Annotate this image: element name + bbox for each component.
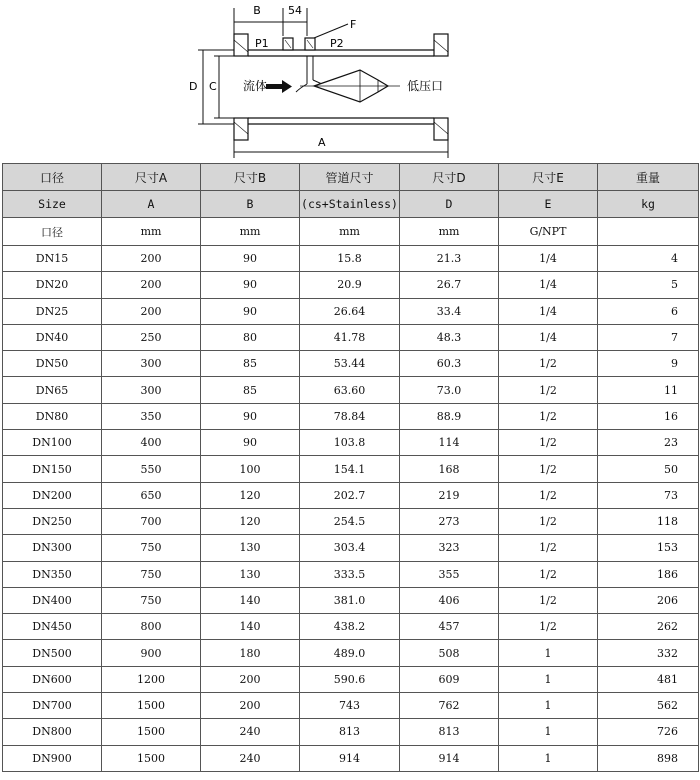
table-cell: 650 bbox=[102, 482, 201, 508]
table-cell: DN25 bbox=[3, 298, 102, 324]
table-row bbox=[3, 587, 699, 613]
table-cell: 481 bbox=[598, 666, 699, 692]
table-cell: 508 bbox=[400, 640, 499, 666]
table-cell: 9 bbox=[598, 351, 699, 377]
table-row bbox=[3, 377, 699, 403]
table-cell: 85 bbox=[201, 377, 300, 403]
table-cell: DN450 bbox=[3, 614, 102, 640]
table-cell: 914 bbox=[400, 745, 499, 771]
table-cell: DN65 bbox=[3, 377, 102, 403]
table-cell: 300 bbox=[102, 377, 201, 403]
label-a: A bbox=[318, 136, 326, 149]
table-cell: 900 bbox=[102, 640, 201, 666]
table-cell: 1 bbox=[499, 640, 598, 666]
table-cell: 250 bbox=[102, 324, 201, 350]
label-low-port: 低压口 bbox=[407, 79, 444, 93]
table-row bbox=[3, 693, 699, 719]
table-cell: 63.60 bbox=[300, 377, 400, 403]
table-cell: 1/4 bbox=[499, 246, 598, 272]
table-cell: DN500 bbox=[3, 640, 102, 666]
table-cell: 406 bbox=[400, 587, 499, 613]
table-cell: 200 bbox=[201, 666, 300, 692]
table-cell: 180 bbox=[201, 640, 300, 666]
header-row-en bbox=[3, 191, 699, 218]
table-cell: 700 bbox=[102, 508, 201, 534]
table-cell: 750 bbox=[102, 561, 201, 587]
header-cell: 重量 bbox=[598, 164, 699, 191]
header-cell: A bbox=[102, 191, 201, 218]
table-cell: DN250 bbox=[3, 508, 102, 534]
unit-cell: mm bbox=[300, 218, 400, 246]
table-cell: 219 bbox=[400, 482, 499, 508]
label-p2: P2 bbox=[330, 37, 344, 50]
table-cell: 1500 bbox=[102, 745, 201, 771]
table-cell: 273 bbox=[400, 508, 499, 534]
table-cell: 20.9 bbox=[300, 272, 400, 298]
unit-cell: mm bbox=[102, 218, 201, 246]
table-cell: 1 bbox=[499, 745, 598, 771]
table-cell: 550 bbox=[102, 456, 201, 482]
table-cell: DN150 bbox=[3, 456, 102, 482]
table-cell: 88.9 bbox=[400, 403, 499, 429]
table-cell: 1/2 bbox=[499, 351, 598, 377]
table-cell: 1/2 bbox=[499, 377, 598, 403]
table-cell: 11 bbox=[598, 377, 699, 403]
table-cell: DN50 bbox=[3, 351, 102, 377]
table-row bbox=[3, 561, 699, 587]
unit-cell: G/NPT bbox=[499, 218, 598, 246]
table-cell: DN80 bbox=[3, 403, 102, 429]
header-cell: 尺寸D bbox=[400, 164, 499, 191]
table-cell: 914 bbox=[300, 745, 400, 771]
table-row bbox=[3, 535, 699, 561]
table-row bbox=[3, 640, 699, 666]
table-cell: 4 bbox=[598, 246, 699, 272]
header-cell: 尺寸A bbox=[102, 164, 201, 191]
table-cell: 90 bbox=[201, 246, 300, 272]
table-cell: 1/2 bbox=[499, 508, 598, 534]
table-cell: 5 bbox=[598, 272, 699, 298]
label-d: D bbox=[189, 80, 198, 93]
table-cell: 609 bbox=[400, 666, 499, 692]
table-cell: 800 bbox=[102, 614, 201, 640]
table-row bbox=[3, 614, 699, 640]
table-cell: 590.6 bbox=[300, 666, 400, 692]
table-cell: 240 bbox=[201, 719, 300, 745]
table-cell: DN600 bbox=[3, 666, 102, 692]
table-cell: 489.0 bbox=[300, 640, 400, 666]
table-cell: 73 bbox=[598, 482, 699, 508]
table-cell: DN20 bbox=[3, 272, 102, 298]
table-cell: 350 bbox=[102, 403, 201, 429]
table-cell: 153 bbox=[598, 535, 699, 561]
table-cell: 1/2 bbox=[499, 430, 598, 456]
table-cell: 332 bbox=[598, 640, 699, 666]
table-cell: DN700 bbox=[3, 693, 102, 719]
table-cell: 323 bbox=[400, 535, 499, 561]
table-cell: 90 bbox=[201, 298, 300, 324]
table-cell: 85 bbox=[201, 351, 300, 377]
header-cell: B bbox=[201, 191, 300, 218]
table-cell: 1/4 bbox=[499, 298, 598, 324]
table-cell: 118 bbox=[598, 508, 699, 534]
unit-cell: mm bbox=[201, 218, 300, 246]
table-cell: 200 bbox=[102, 272, 201, 298]
header-cell: D bbox=[400, 191, 499, 218]
table-cell: DN40 bbox=[3, 324, 102, 350]
table-cell: 53.44 bbox=[300, 351, 400, 377]
table-cell: 262 bbox=[598, 614, 699, 640]
table-cell: 120 bbox=[201, 482, 300, 508]
unit-cell: mm bbox=[400, 218, 499, 246]
table-cell: 750 bbox=[102, 535, 201, 561]
table-cell: 438.2 bbox=[300, 614, 400, 640]
table-cell: 41.78 bbox=[300, 324, 400, 350]
table-cell: 1/2 bbox=[499, 587, 598, 613]
unit-cell: 口径 bbox=[3, 218, 102, 246]
table-cell: 15.8 bbox=[300, 246, 400, 272]
table-cell: 130 bbox=[201, 561, 300, 587]
table-row bbox=[3, 403, 699, 429]
table-cell: 48.3 bbox=[400, 324, 499, 350]
table-cell: 1/2 bbox=[499, 535, 598, 561]
table-cell: 762 bbox=[400, 693, 499, 719]
table-cell: 73.0 bbox=[400, 377, 499, 403]
label-p1: P1 bbox=[255, 37, 269, 50]
table-cell: DN800 bbox=[3, 719, 102, 745]
table-cell: 1200 bbox=[102, 666, 201, 692]
dimension-d-c bbox=[198, 50, 248, 124]
header-cell: (cs+Stainless) bbox=[300, 191, 400, 218]
table-cell: 303.4 bbox=[300, 535, 400, 561]
label-b: B bbox=[253, 4, 261, 17]
flow-arrow-icon bbox=[266, 80, 292, 93]
table-row bbox=[3, 456, 699, 482]
table-cell: 898 bbox=[598, 745, 699, 771]
table-cell: 33.4 bbox=[400, 298, 499, 324]
table-cell: 381.0 bbox=[300, 587, 400, 613]
table-cell: DN900 bbox=[3, 745, 102, 771]
table-row bbox=[3, 666, 699, 692]
table-row bbox=[3, 351, 699, 377]
header-cell: kg bbox=[598, 191, 699, 218]
table-cell: 726 bbox=[598, 719, 699, 745]
table-cell: 114 bbox=[400, 430, 499, 456]
table-cell: 400 bbox=[102, 430, 201, 456]
table-cell: 26.7 bbox=[400, 272, 499, 298]
table-cell: 200 bbox=[102, 298, 201, 324]
table-cell: DN300 bbox=[3, 535, 102, 561]
table-cell: DN400 bbox=[3, 587, 102, 613]
header-cell: 管道尺寸 bbox=[300, 164, 400, 191]
table-cell: 120 bbox=[201, 508, 300, 534]
table-cell: 90 bbox=[201, 430, 300, 456]
table-cell: 743 bbox=[300, 693, 400, 719]
table-row bbox=[3, 745, 699, 771]
dimension-a bbox=[234, 140, 448, 158]
table-cell: 7 bbox=[598, 324, 699, 350]
spec-table bbox=[2, 163, 699, 772]
table-cell: 200 bbox=[201, 693, 300, 719]
table-row bbox=[3, 272, 699, 298]
table-cell: 1/2 bbox=[499, 403, 598, 429]
table-cell: DN200 bbox=[3, 482, 102, 508]
table-cell: 21.3 bbox=[400, 246, 499, 272]
table-cell: 140 bbox=[201, 614, 300, 640]
header-cell: 口径 bbox=[3, 164, 102, 191]
table-cell: 16 bbox=[598, 403, 699, 429]
table-cell: 23 bbox=[598, 430, 699, 456]
table-row bbox=[3, 430, 699, 456]
table-row bbox=[3, 324, 699, 350]
table-cell: 1/2 bbox=[499, 561, 598, 587]
label-c: C bbox=[209, 80, 217, 93]
table-cell: 254.5 bbox=[300, 508, 400, 534]
table-cell: 1/2 bbox=[499, 482, 598, 508]
table-cell: 140 bbox=[201, 587, 300, 613]
table-cell: 6 bbox=[598, 298, 699, 324]
table-cell: 1/4 bbox=[499, 324, 598, 350]
table-cell: 750 bbox=[102, 587, 201, 613]
flowmeter-diagram bbox=[0, 0, 700, 163]
label-fluid: 流体 bbox=[243, 79, 268, 93]
table-cell: 80 bbox=[201, 324, 300, 350]
table-cell: 26.64 bbox=[300, 298, 400, 324]
table-cell: 168 bbox=[400, 456, 499, 482]
table-cell: 100 bbox=[201, 456, 300, 482]
table-cell: 130 bbox=[201, 535, 300, 561]
table-row bbox=[3, 482, 699, 508]
table-cell: 1500 bbox=[102, 719, 201, 745]
table-cell: 333.5 bbox=[300, 561, 400, 587]
table-cell: 240 bbox=[201, 745, 300, 771]
table-cell: 1 bbox=[499, 719, 598, 745]
table-row bbox=[3, 719, 699, 745]
table-cell: 60.3 bbox=[400, 351, 499, 377]
unit-cell bbox=[598, 218, 699, 246]
header-cell: E bbox=[499, 191, 598, 218]
table-cell: 186 bbox=[598, 561, 699, 587]
header-cell: 尺寸E bbox=[499, 164, 598, 191]
table-cell: 1 bbox=[499, 693, 598, 719]
table-cell: 1 bbox=[499, 666, 598, 692]
table-cell: 90 bbox=[201, 403, 300, 429]
table-cell: 206 bbox=[598, 587, 699, 613]
table-cell: 154.1 bbox=[300, 456, 400, 482]
table-cell: 813 bbox=[400, 719, 499, 745]
table-cell: DN15 bbox=[3, 246, 102, 272]
table-cell: 90 bbox=[201, 272, 300, 298]
table-cell: 50 bbox=[598, 456, 699, 482]
table-cell: 200 bbox=[102, 246, 201, 272]
table-row bbox=[3, 246, 699, 272]
units-row bbox=[3, 218, 699, 246]
table-cell: 813 bbox=[300, 719, 400, 745]
table-cell: 1/2 bbox=[499, 456, 598, 482]
table-cell: 300 bbox=[102, 351, 201, 377]
table-cell: DN350 bbox=[3, 561, 102, 587]
table-cell: 1500 bbox=[102, 693, 201, 719]
table-cell: 562 bbox=[598, 693, 699, 719]
table-cell: 103.8 bbox=[300, 430, 400, 456]
pressure-ports bbox=[283, 38, 315, 50]
table-cell: 355 bbox=[400, 561, 499, 587]
table-cell: 202.7 bbox=[300, 482, 400, 508]
label-54: 54 bbox=[288, 4, 302, 17]
table-cell: 1/2 bbox=[499, 614, 598, 640]
table-cell: 78.84 bbox=[300, 403, 400, 429]
header-row-cn bbox=[3, 164, 699, 191]
table-cell: 457 bbox=[400, 614, 499, 640]
header-cell: 尺寸B bbox=[201, 164, 300, 191]
table-row bbox=[3, 508, 699, 534]
table-cell: DN100 bbox=[3, 430, 102, 456]
table-cell: 1/4 bbox=[499, 272, 598, 298]
label-f: F bbox=[350, 18, 357, 31]
table-row bbox=[3, 298, 699, 324]
header-cell: Size bbox=[3, 191, 102, 218]
